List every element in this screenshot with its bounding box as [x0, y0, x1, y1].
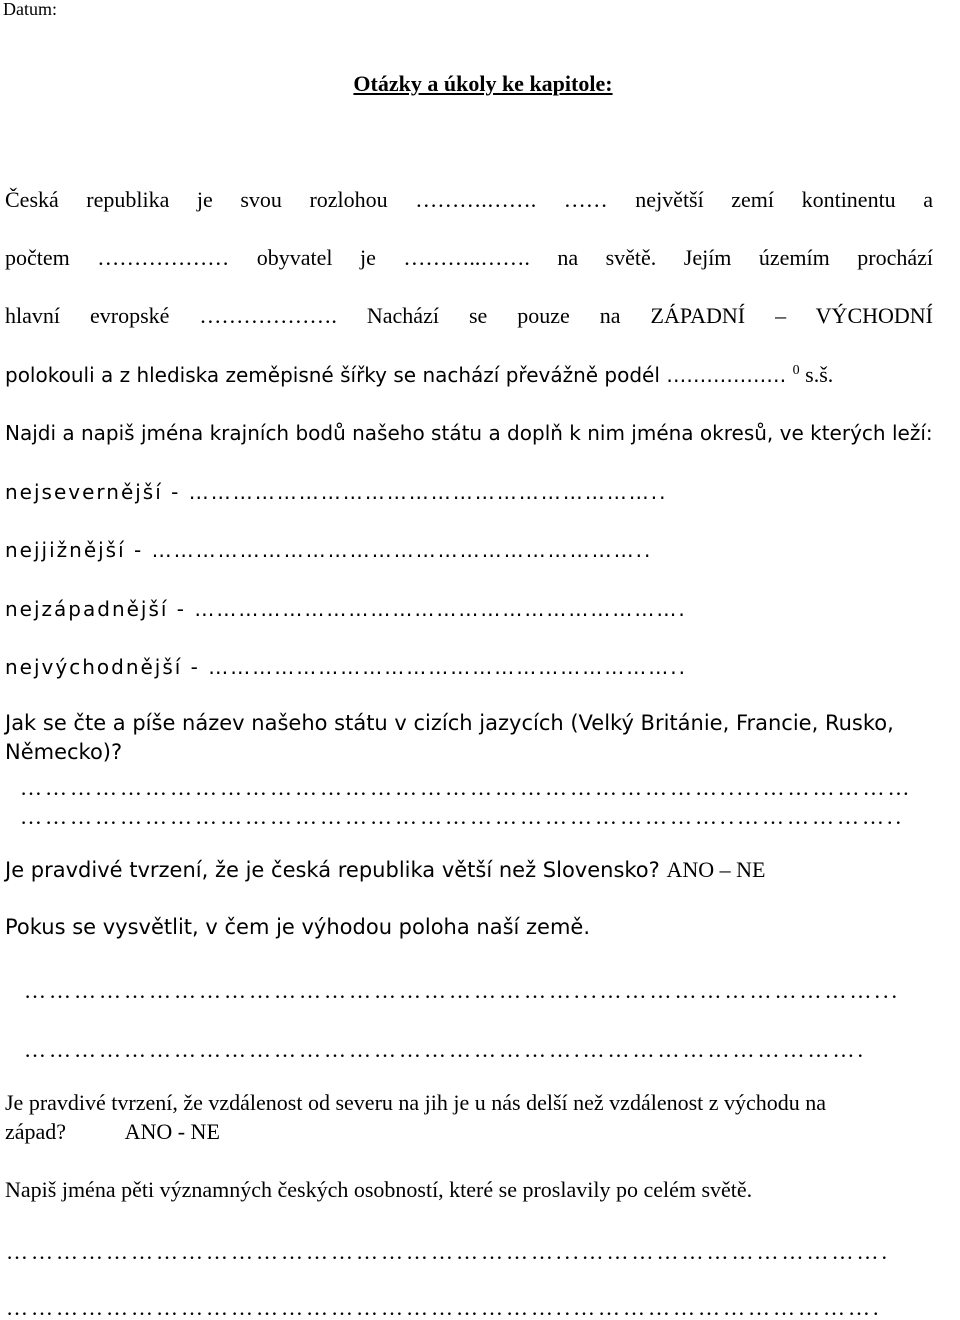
extreme-points-question: Najdi a napiš jména krajních bodů našeho státu a doplň k nim jména okresů, ve kterých leží: [5, 421, 933, 445]
paragraph-line-1: Česká republika je svou rozlohou ……….……. …… největší zemí kontinentu a [5, 187, 933, 212]
position-question: Pokus se vysvětlit, v čem je výhodou poloha naší země. [5, 915, 591, 939]
westernmost-answer-line: nejzápadnější - …………………………………………………………. [5, 597, 687, 621]
persons-answer-line-2: …………………………………………………………..………………………………. [6, 1295, 882, 1320]
distance-options: ANO - NE [124, 1119, 220, 1144]
paragraph-line-3: hlavní evropské ………………. Nachází se pouze na ZÁPADNÍ – VÝCHODNÍ [5, 303, 933, 328]
position-answer-line-1: …………………………………………………………...……………………………... [24, 978, 900, 1003]
foreign-names-question-line-2: Německo)? [5, 740, 123, 764]
northernmost-answer-line: nejsevernější - ……………………………………………………….. [5, 480, 668, 504]
persons-answer-line-1: …………………………………………………………...………………………………. [6, 1239, 890, 1264]
distance-question-text: západ? [5, 1119, 72, 1144]
slovakia-question-text: Je pravdivé tvrzení, že je česká republika větší než Slovensko? [5, 858, 667, 882]
southernmost-answer-line: nejjižnější - ………………………………………………………….. [5, 538, 653, 562]
paragraph-line-2: počtem ……………… obyvatel je ………..……. na světě. Jejím územím prochází [5, 245, 933, 270]
latitude-unit: s.š. [799, 362, 834, 387]
distance-question-line-2 [5, 1121, 220, 1143]
paragraph-line-4-text: polokouli a z hlediska zeměpisné šířky se nachází převážně podél ……………… [5, 363, 793, 387]
page-title: Otázky a úkoly ke kapitole: [353, 71, 613, 96]
paragraph-line-4 [5, 364, 833, 386]
degree-superscript: 0 [792, 363, 800, 378]
persons-question: Napiš jména pěti významných českých osobností, které se proslavily po celém světě. [5, 1177, 753, 1202]
foreign-names-answer-line-2: …………………………………………………………………………..……………….. [20, 804, 904, 829]
foreign-names-answer-line-1: ………………………………………………………………………….....……………… [20, 775, 913, 800]
distance-question-line-1: Je pravdivé tvrzení, že vzdálenost od severu na jih je u nás delší než vzdálenost z východu na [5, 1090, 827, 1115]
slovakia-options: ANO – NE [666, 857, 766, 882]
easternmost-answer-line: nejvýchodnější - ……………………………………………………….. [5, 655, 687, 679]
position-answer-line-2: ………………………………………………………….……………………………. [24, 1037, 866, 1062]
foreign-names-question-line-1: Jak se čte a píše název našeho státu v cizích jazycích (Velký Británie, Francie, Rusko, [5, 711, 894, 735]
date-label: Datum: [3, 0, 57, 19]
slovakia-question [5, 859, 765, 881]
